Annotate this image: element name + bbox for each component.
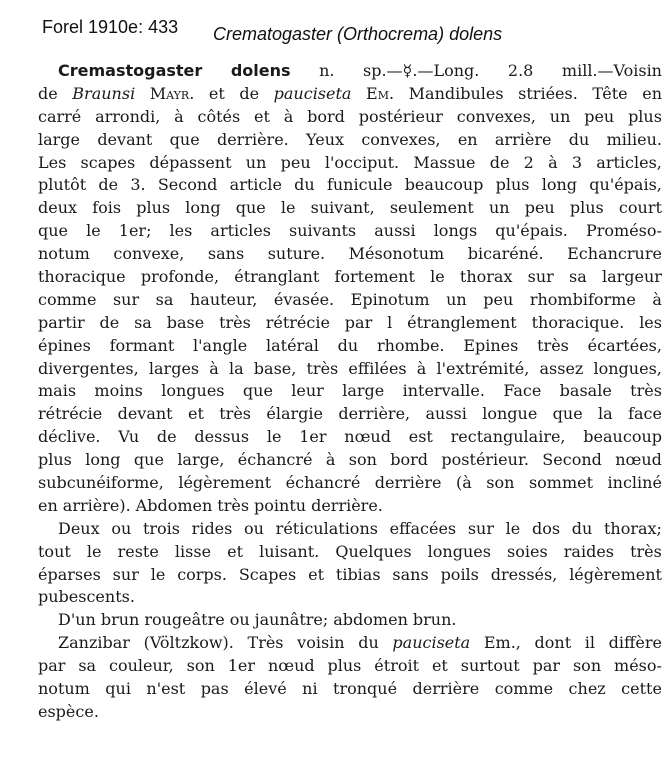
text-line: plus long que large, échancré à son bord postérieur. Second nœud [38,450,662,470]
text-line: Zanzibar (Völtzkow). Très voisin du pauciseta Em., dont il diffère [58,633,662,653]
text-line: pubescents. [38,587,135,607]
text-line: tout le reste lisse et luisant. Quelques longues soies raides très [38,541,662,561]
text-line: D'un brun rougeâtre ou jaunâtre; abdomen brun. [58,610,457,630]
text-line: que le 1er; les articles suivants aussi longs qu'épais. Promésо- [38,221,662,241]
text-line: large devant que derrière. Yeux convexes, en arrière du milieu. [38,129,662,149]
text-line: divergentes, larges à la base, très effilées à l'extrémité, assez longues, [38,358,662,378]
text-line: rétrécie devant et très élargie derrière, aussi longue que la face [38,404,662,424]
text-line: plutôt de 3. Second article du funicule beaucoup plus long qu'épais, [38,175,662,195]
text-line: thoracique profonde, étranglant fortement le thorax sur sa largeur [38,267,662,287]
text-line: carré arrondi, à côtés et à bord postérieur convexes, un peu plus [38,106,662,126]
taxon-label: Crematogaster (Orthocrema) dolens [213,24,503,44]
text-line: éparses sur le corps. Scapes et tibias sans poils dressés, légèrement [38,564,662,584]
text-line: espèce. [38,701,99,721]
text-line: Cremastogaster dolens n. sp.—☿.—Long. 2.8 mill.—Voisin [58,61,662,80]
paragraph [38,60,662,518]
text-line: comme sur sa hauteur, évasée. Epinotum un peu rhombiforme à [38,289,662,309]
description-text [38,60,662,724]
paragraph [38,609,662,632]
text-line: déclive. Vu de dessus le 1er nœud est rectangulaire, beaucoup [38,427,662,447]
text-line: notum convexe, sans suture. Mésonotum bicaréné. Echancrure [38,244,662,264]
text-line: Les scapes dépassent un peu l'occiput. Massue de 2 à 3 articles, [38,152,662,172]
text-line: de Braunsi Mayr. et de pauciseta Em. Mandibules striées. Tête en [38,83,662,103]
text-line: mais moins longues que leur large intervalle. Face basale très [38,381,662,401]
citation-label: Forel 1910e: 433 [42,17,179,37]
text-line: par sa couleur, son 1er nœud plus étroit et surtout par son méso- [38,656,662,676]
text-line: notum qui n'est pas élevé ni tronqué derrière comme chez cette [38,679,662,699]
text-line: épines formant l'angle latéral du rhombe. Epines très écartées, [38,335,662,355]
paragraph [38,632,662,724]
text-line: en arrière). Abdomen très pointu derrière. [38,495,383,515]
text-line: partir de sa base très rétrécie par l étranglement thoracique. les [38,312,662,332]
paragraph [38,518,662,610]
text-line: Deux ou trois rides ou réticulations effacées sur le dos du thorax; [58,518,662,538]
text-line: subcunéiforme, légèrement échancré derrière (à son sommet incliné [38,473,662,493]
text-line: deux fois plus long que le suivant, seulement un peu plus court [38,198,662,218]
